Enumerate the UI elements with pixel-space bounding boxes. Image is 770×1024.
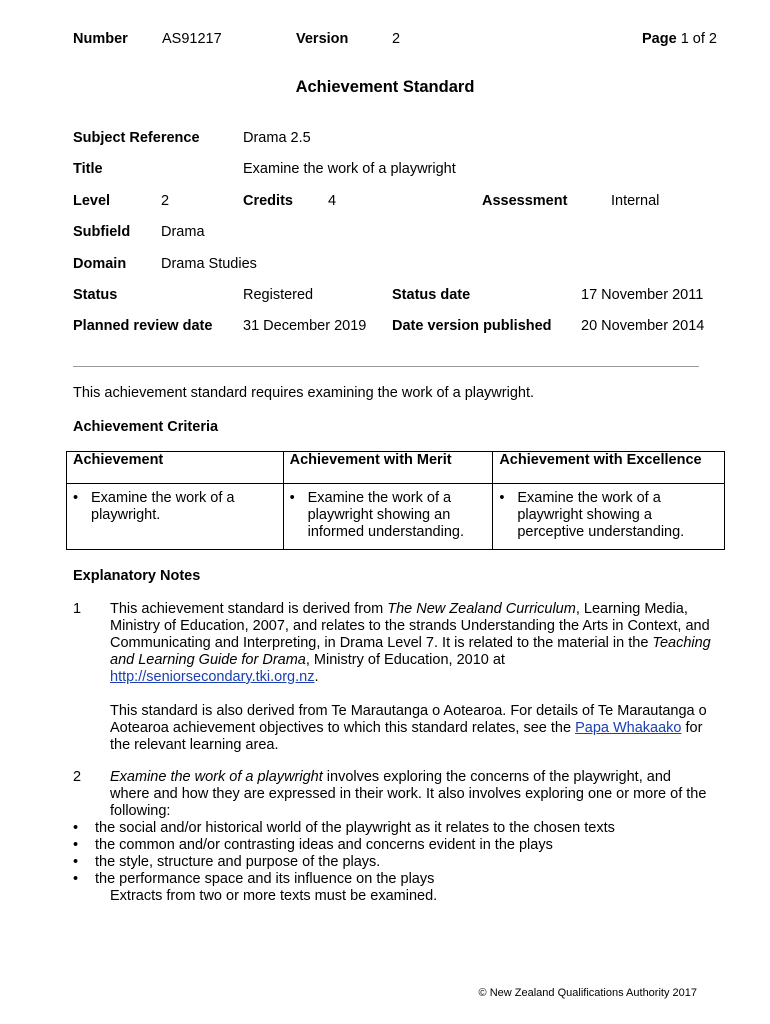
list-item xyxy=(73,854,713,871)
note-2 xyxy=(73,769,713,905)
note-italic: Examine the work of a playwright xyxy=(110,769,323,785)
intro-text: This achievement standard requires examining the work of a playwright. xyxy=(73,385,535,401)
list-item xyxy=(73,871,713,888)
list-item-text: the style, structure and purpose of the plays. xyxy=(95,854,381,870)
bullet-marker: • xyxy=(73,871,79,887)
note-text: , Learning Media, Ministry of Education, 2007, and relates to the strands Understanding the Arts in Context, and Communicating and Interpreting, in Drama Level 7. It is related to the material in the xyxy=(110,601,710,651)
senior-secondary-link[interactable]: http://seniorsecondary.tki.org.nz xyxy=(110,669,315,685)
list-item xyxy=(73,820,713,837)
page-title: Achievement Standard xyxy=(295,78,475,96)
list-item-text: the common and/or contrasting ideas and concerns evident in the plays xyxy=(95,837,553,853)
status-value: Registered xyxy=(243,287,314,303)
page-label: Page xyxy=(642,31,677,47)
status-date-value: 17 November 2011 xyxy=(581,287,704,303)
credits-label: Credits xyxy=(243,193,293,209)
note-text: This standard is also derived from Te Marautanga o Aotearoa. For details of Te Marautanga o Aotearoa achievement objectives to which this standard relates, see the xyxy=(110,703,707,736)
title-value: Examine the work of a playwright xyxy=(243,161,456,177)
note-1-paragraph-2 xyxy=(110,703,713,754)
criteria-column-header: Achievement with Excellence xyxy=(493,452,725,484)
criteria-cell-text: Examine the work of a playwright showing an informed understanding. xyxy=(307,490,464,540)
criteria-cell xyxy=(67,484,284,550)
planned-review-value: 31 December 2019 xyxy=(243,318,367,334)
criteria-heading: Achievement Criteria xyxy=(73,419,219,435)
status-label: Status xyxy=(73,287,118,303)
criteria-table xyxy=(66,451,725,550)
note-1 xyxy=(73,601,713,754)
assessment-value: Internal xyxy=(611,193,660,209)
note-text: This achievement standard is derived from xyxy=(110,601,388,617)
note-1-paragraph-1 xyxy=(110,601,713,686)
bullet-marker: • xyxy=(73,490,79,506)
domain-value: Drama Studies xyxy=(161,256,257,272)
credits-value: 4 xyxy=(328,193,337,209)
date-published-label: Date version published xyxy=(392,318,552,334)
list-item-text: the performance space and its influence on the plays xyxy=(95,871,435,887)
level-label: Level xyxy=(73,193,111,209)
note-text: involves exploring the concerns of the playwright, and where and how they are expressed in their work. It also involves exploring one or more of the following: xyxy=(110,769,707,819)
note-2-closing: Extracts from two or more texts must be examined. xyxy=(110,888,438,904)
bullet-marker: • xyxy=(499,490,505,506)
criteria-cell xyxy=(493,484,725,550)
note-text: . xyxy=(314,669,319,685)
note-italic: The New Zealand Curriculum xyxy=(387,601,576,617)
status-date-label: Status date xyxy=(392,287,471,303)
list-item xyxy=(73,837,713,854)
page-value: 1 of 2 xyxy=(680,31,717,47)
note-number: 1 xyxy=(73,601,82,617)
note-number: 2 xyxy=(73,769,82,785)
domain-label: Domain xyxy=(73,256,127,272)
subfield-label: Subfield xyxy=(73,224,131,240)
assessment-label: Assessment xyxy=(482,193,568,209)
bullet-marker: • xyxy=(73,854,79,870)
page-indicator xyxy=(642,31,717,47)
criteria-column-header: Achievement xyxy=(67,452,284,484)
bullet-marker: • xyxy=(73,837,79,853)
date-published-value: 20 November 2014 xyxy=(581,318,705,334)
subject-reference-label: Subject Reference xyxy=(73,130,200,146)
title-label: Title xyxy=(73,161,103,177)
number-label: Number xyxy=(73,31,128,47)
papa-whakaako-link[interactable]: Papa Whakaako xyxy=(575,720,682,736)
note-italic: Teaching and Learning Guide for Drama xyxy=(110,635,711,668)
subfield-value: Drama xyxy=(161,224,205,240)
list-item-text: the social and/or historical world of the playwright as it relates to the chosen texts xyxy=(95,820,615,836)
criteria-column-header: Achievement with Merit xyxy=(283,452,493,484)
subject-reference-value: Drama 2.5 xyxy=(243,130,311,146)
criteria-row xyxy=(67,484,725,550)
planned-review-label: Planned review date xyxy=(73,318,213,334)
copyright-footer: © New Zealand Qualifications Authority 2017 xyxy=(478,987,697,999)
criteria-cell-text: Examine the work of a playwright showing a perceptive understanding. xyxy=(517,490,685,540)
version-label: Version xyxy=(296,31,349,47)
note-2-paragraph xyxy=(110,769,713,820)
criteria-header-row xyxy=(67,452,725,484)
note-text: for the relevant learning area. xyxy=(110,720,703,753)
notes-heading: Explanatory Notes xyxy=(73,568,201,584)
criteria-cell xyxy=(283,484,493,550)
note-text: , Ministry of Education, 2010 at xyxy=(305,652,505,668)
criteria-cell-text: Examine the work of a playwright. xyxy=(91,490,235,523)
version-value: 2 xyxy=(392,31,401,47)
note-2-bullet-list xyxy=(73,820,713,888)
number-value: AS91217 xyxy=(162,31,222,47)
bullet-marker: • xyxy=(289,490,295,506)
level-value: 2 xyxy=(161,193,170,209)
bullet-marker: • xyxy=(73,820,79,836)
divider xyxy=(73,366,699,367)
